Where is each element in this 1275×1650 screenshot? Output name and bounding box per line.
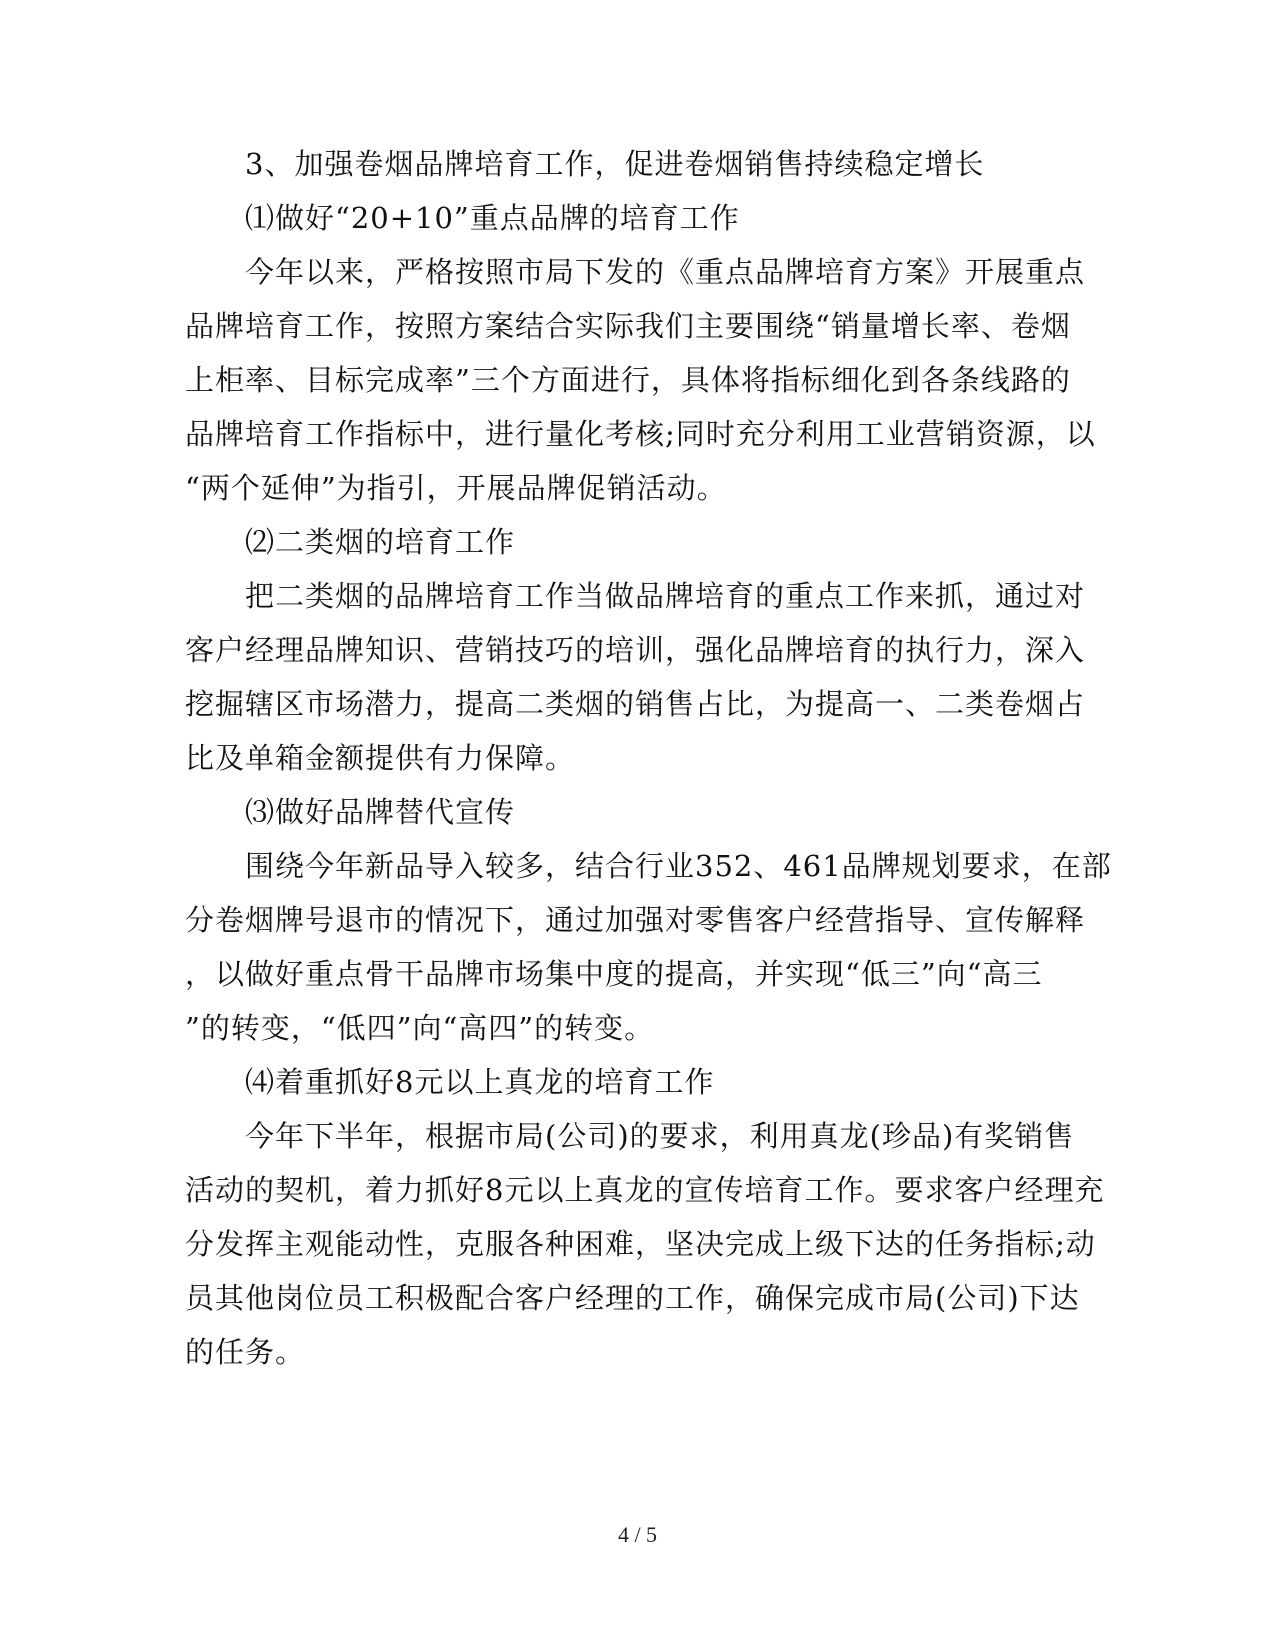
paragraph-line: 活动的契机，着力抓好8元以上真龙的宣传培育工作。要求客户经理充: [185, 1173, 1105, 1207]
page-number: 4 / 5: [617, 1522, 658, 1547]
paragraph-line: 挖掘辖区市场潜力，提高二类烟的销售占比，为提高一、二类卷烟占: [185, 687, 1086, 721]
subsection-heading: ⑶做好品牌替代宣传: [245, 795, 516, 829]
paragraph-line: ，以做好重点骨干品牌市场集中度的提高，并实现“低三”向“高三: [185, 957, 1043, 991]
subsection-heading: ⑵二类烟的培育工作: [245, 525, 516, 559]
paragraph-line: 品牌培育工作，按照方案结合实际我们主要围绕“销量增长率、卷烟: [185, 309, 1071, 343]
paragraph-line: 比及单箱金额提供有力保障。: [185, 741, 576, 775]
paragraph-line: 品牌培育工作指标中，进行量化考核;同时充分利用工业营销资源，以: [185, 417, 1096, 451]
subsection-heading: ⑴做好“20+10”重点品牌的培育工作: [245, 201, 740, 235]
paragraph-line: 分发挥主观能动性，克服各种困难，坚决完成上级下达的任务指标;动: [185, 1227, 1096, 1261]
paragraph-line: 的任务。: [185, 1335, 306, 1369]
paragraph-line: 员其他岗位员工积极配合客户经理的工作，确保完成市局(公司)下达: [185, 1281, 1080, 1315]
section-heading: 3、加强卷烟品牌培育工作，促进卷烟销售持续稳定增长: [245, 147, 985, 181]
subsection-heading: ⑷着重抓好8元以上真龙的培育工作: [245, 1065, 715, 1099]
paragraph-line: ”的转变，“低四”向“高四”的转变。: [185, 1011, 655, 1045]
paragraph-line: 上柜率、目标完成率”三个方面进行，具体将指标细化到各条线路的: [185, 363, 1071, 397]
paragraph-line: “两个延伸”为指引，开展品牌促销活动。: [185, 471, 727, 505]
paragraph-line: 今年下半年，根据市局(公司)的要求，利用真龙(珍品)有奖销售: [245, 1119, 1075, 1153]
paragraph-line: 客户经理品牌知识、营销技巧的培训，强化品牌培育的执行力，深入: [185, 633, 1086, 667]
paragraph-line: 分卷烟牌号退市的情况下，通过加强对零售客户经营指导、宣传解释: [185, 903, 1086, 937]
paragraph-line: 围绕今年新品导入较多，结合行业352、461品牌规划要求，在部: [245, 849, 1112, 883]
paragraph-line: 把二类烟的品牌培育工作当做品牌培育的重点工作来抓，通过对: [245, 579, 1086, 613]
paragraph-line: 今年以来，严格按照市局下发的《重点品牌培育方案》开展重点: [245, 255, 1086, 289]
